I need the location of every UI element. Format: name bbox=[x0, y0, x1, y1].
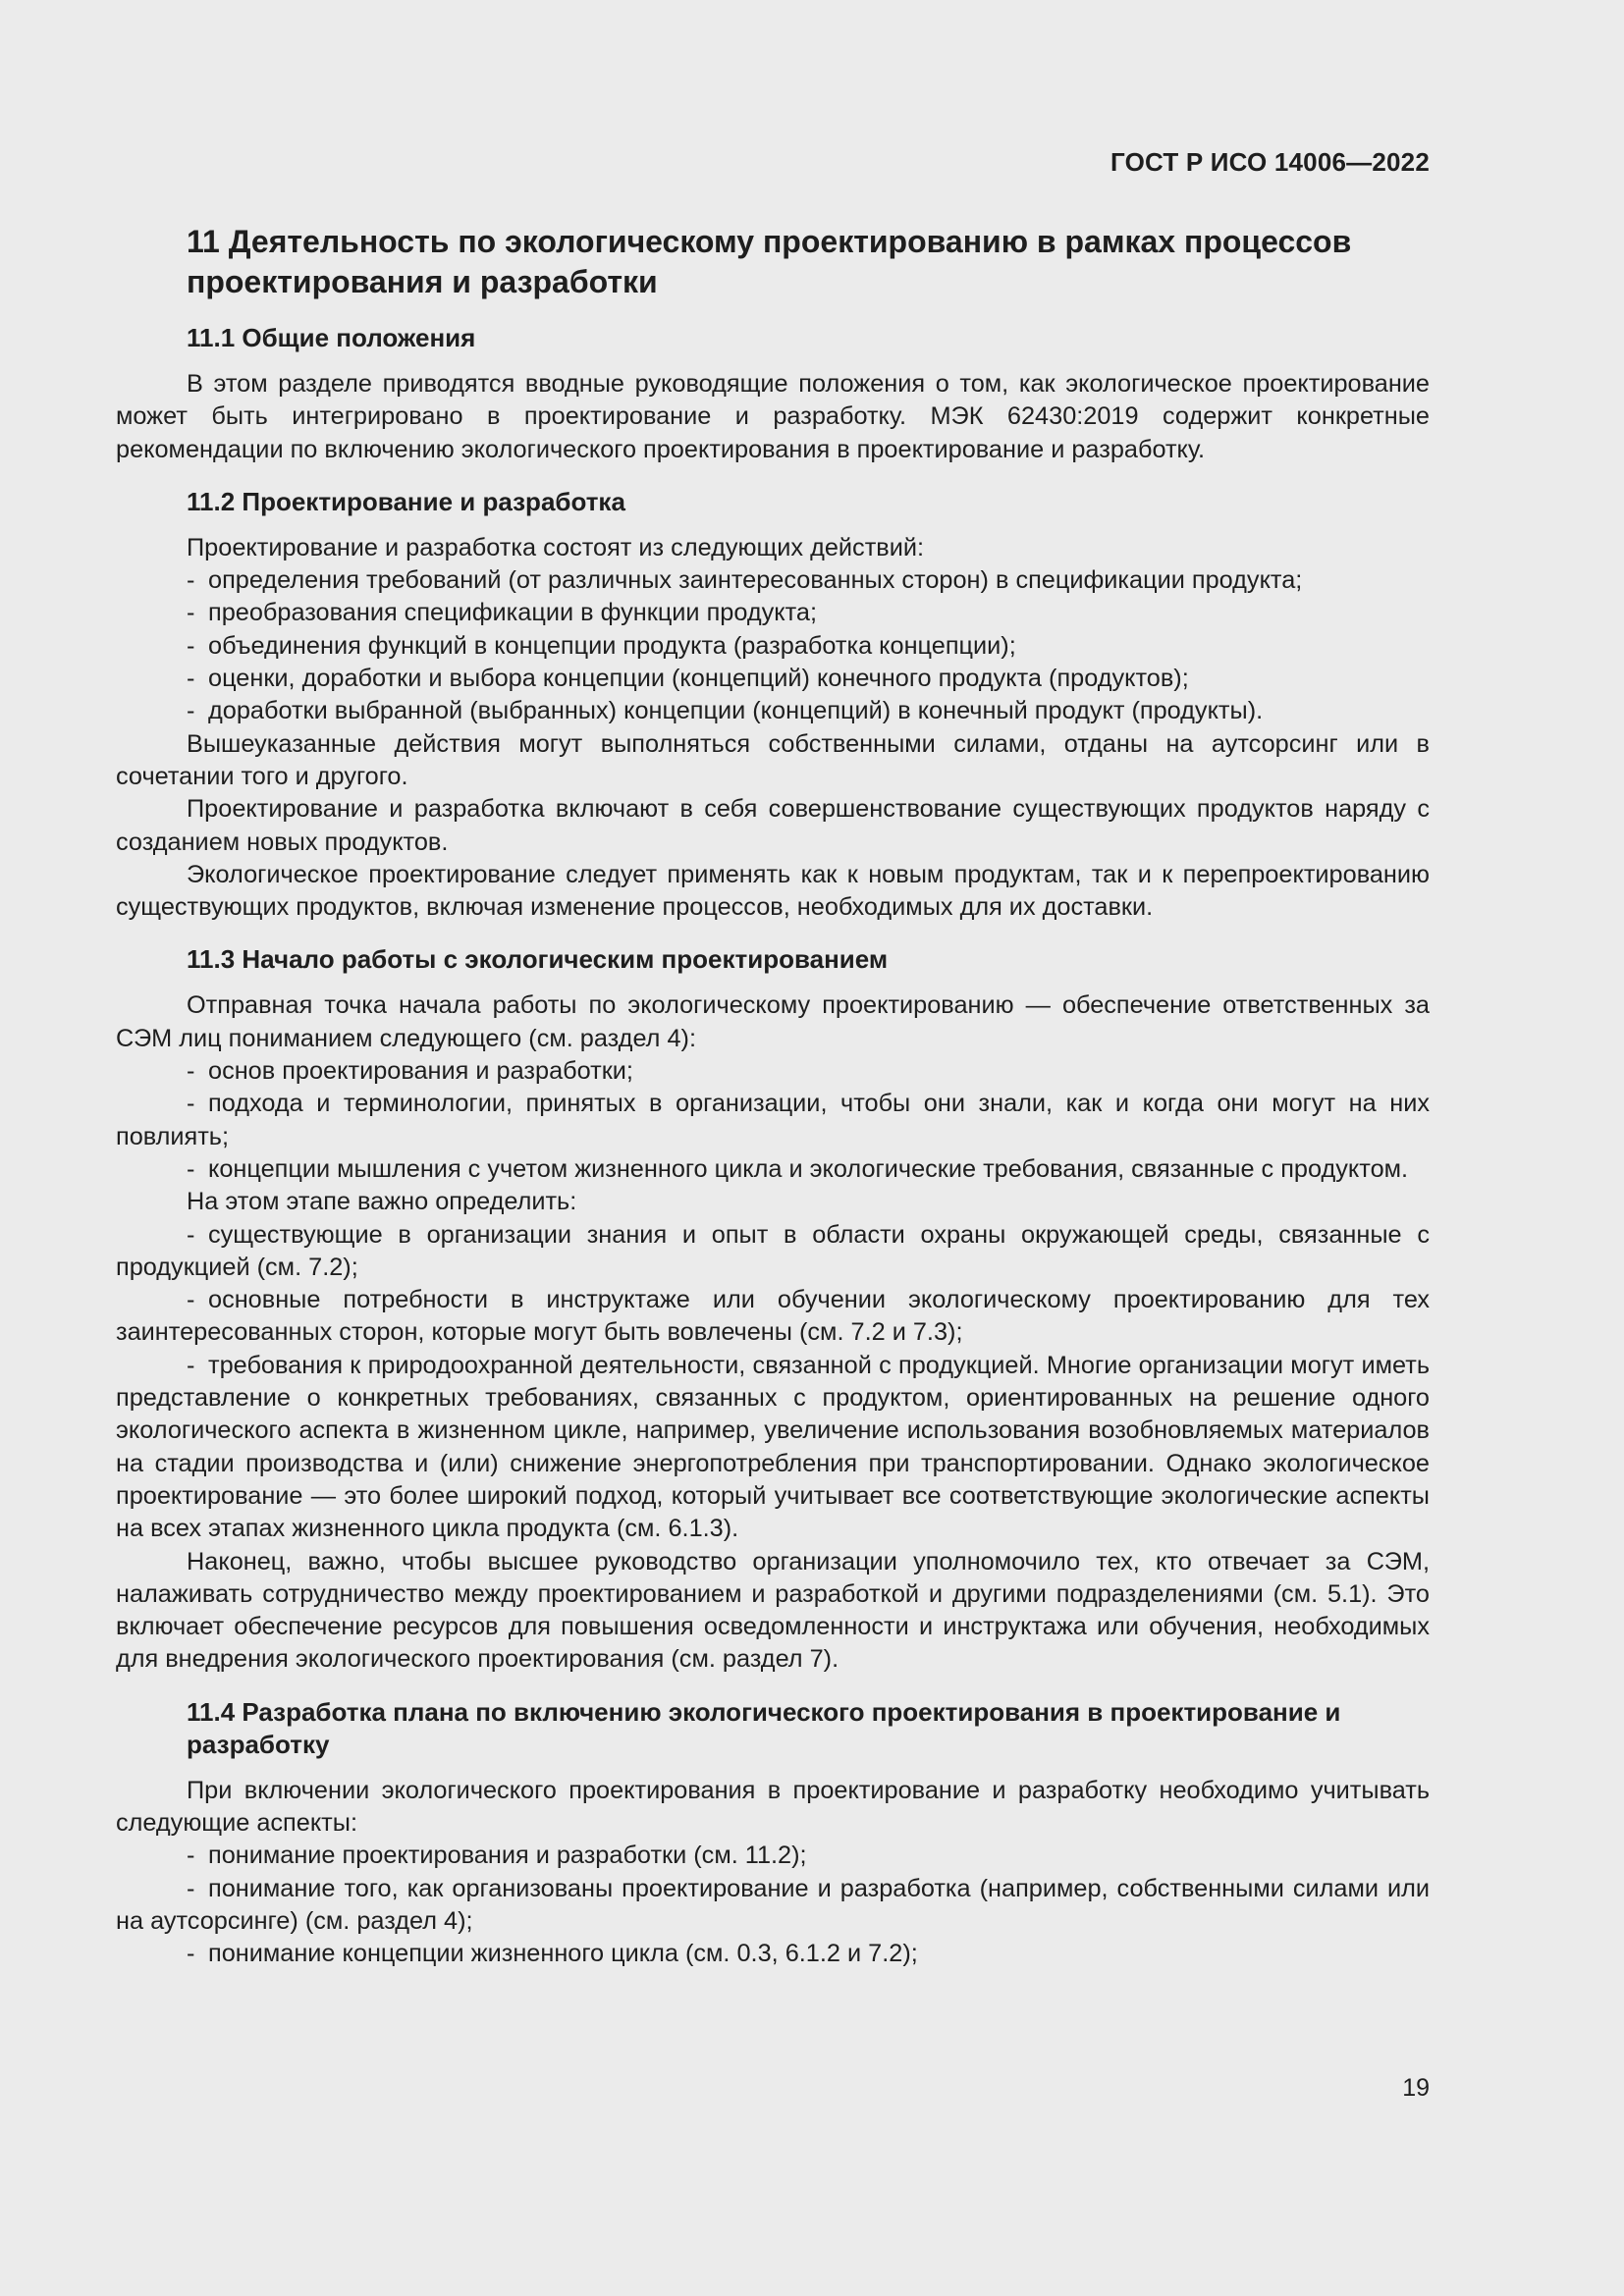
list-item bbox=[116, 1284, 1430, 1350]
list-item bbox=[116, 695, 1430, 727]
list-item bbox=[116, 1938, 1430, 1970]
section-title: 11 Деятельность по экологическому проектированию в рамках процессов проектирования и разработки bbox=[187, 224, 1352, 299]
list-dash: - bbox=[187, 1940, 195, 1968]
list-item-text: объединения функций в концепции продукта (разработка концепции); bbox=[208, 631, 1016, 660]
list-item-text: оценки, доработки и выбора концепции (концепций) конечного продукта (продуктов); bbox=[208, 665, 1189, 693]
standard-code-header: ГОСТ Р ИСО 14006—2022 bbox=[1110, 147, 1430, 177]
list-item-text: определения требований (от различных заинтересованных сторон) в спецификации продукта; bbox=[208, 566, 1303, 595]
list-item-text: понимание проектирования и разработки (см. 11.2); bbox=[208, 1842, 807, 1870]
paragraph: В этом разделе приводятся вводные руководящие положения о том, как экологическое проектирование может быть интегрировано в проектирование и разработку. МЭК 62430:2019 содержит конкретные рекомендации по включению экологического проектирования в проектирование и разработку. bbox=[116, 370, 1430, 463]
list-dash: - bbox=[187, 1351, 195, 1379]
paragraph: Отправная точка начала работы по экологическому проектированию — обеспечение ответственных за СЭМ лиц пониманием следующего (см. раздел 4): bbox=[116, 991, 1430, 1052]
list-dash: - bbox=[187, 599, 195, 627]
list-item-text: понимание того, как организованы проектирование и разработка (например, собственными силами или на аутсорсинге) (см. раздел 4); bbox=[116, 1874, 1430, 1935]
list-dash: - bbox=[187, 631, 195, 660]
list-item bbox=[116, 1840, 1430, 1872]
list-item-text: основ проектирования и разработки; bbox=[208, 1057, 633, 1086]
list-item-text: концепции мышления с учетом жизненного цикла и экологические требования, связанные с продуктом. bbox=[208, 1154, 1409, 1183]
list-item-text: требования к природоохранной деятельности, связанной с продукцией. Многие организации могут иметь представление о конкретных требованиях, связанных с продуктом, ориентированных на решение одного экологического аспекта в жизненном цикле, например, увеличение использования возобновляемых материалов на стадии производства и (или) снижение энергопотребления при транспортировании. Однако экологическое проектирование — это более широкий подход, который учитывает все соответствующие экологические аспекты на всех этапах жизненного цикла продукта (см. 6.1.3). bbox=[116, 1351, 1430, 1543]
list-item bbox=[116, 1088, 1430, 1153]
list-dash: - bbox=[187, 697, 195, 725]
list-item bbox=[116, 1873, 1430, 1939]
list-dash: - bbox=[187, 1220, 195, 1249]
document-page bbox=[116, 0, 1430, 2296]
page-content bbox=[116, 222, 1430, 1970]
subsection-title-11-1: 11.1 Общие положения bbox=[187, 323, 476, 352]
list-dash: - bbox=[187, 566, 195, 595]
subsection-title-11-3: 11.3 Начало работы с экологическим проектированием bbox=[187, 944, 889, 975]
subsection-body-11-1 bbox=[116, 368, 1430, 466]
list-dash: - bbox=[187, 1874, 195, 1902]
list-item bbox=[116, 1219, 1430, 1285]
subsection-title-11-2: 11.2 Проектирование и разработка bbox=[187, 486, 625, 516]
paragraph: Вышеуказанные действия могут выполняться собственными силами, отданы на аутсорсинг или в сочетании того и другого. bbox=[116, 729, 1430, 790]
list-dash: - bbox=[187, 1090, 195, 1118]
list-item-text: преобразования спецификации в функции продукта; bbox=[208, 599, 818, 627]
paragraph: Экологическое проектирование следует применять как к новым продуктам, так и к перепроектированию существующих продуктов, включая изменение процессов, необходимых для их доставки. bbox=[116, 860, 1430, 922]
subsection-body-11-3 bbox=[116, 989, 1430, 1676]
list-dash: - bbox=[187, 1154, 195, 1183]
subsection-title-11-4: 11.4 Разработка плана по включению экологического проектирования в проектирование и разработку bbox=[187, 1696, 1341, 1759]
list-dash: - bbox=[187, 1286, 195, 1314]
list-item bbox=[116, 597, 1430, 629]
list-dash: - bbox=[187, 1842, 195, 1870]
list-item bbox=[116, 1350, 1430, 1546]
list-item-text: подхода и терминологии, принятых в организации, чтобы они знали, как и когда они могут на них повлиять; bbox=[116, 1090, 1430, 1150]
list-dash: - bbox=[187, 1057, 195, 1086]
list-item-text: существующие в организации знания и опыт в области охраны окружающей среды, связанные с продукцией (см. 7.2); bbox=[116, 1220, 1430, 1281]
list-item-text: основные потребности в инструктаже или обучении экологическому проектированию для тех заинтересованных сторон, которые могут быть вовлечены (см. 7.2 и 7.3); bbox=[116, 1286, 1430, 1347]
paragraph: Проектирование и разработка включают в себя совершенствование существующих продуктов наряду с созданием новых продуктов. bbox=[116, 795, 1430, 856]
list-item bbox=[116, 1153, 1430, 1186]
list-item bbox=[116, 564, 1430, 597]
paragraph: Проектирование и разработка состоят из следующих действий: bbox=[187, 533, 925, 561]
subsection-body-11-4 bbox=[116, 1775, 1430, 1971]
paragraph: На этом этапе важно определить: bbox=[187, 1188, 577, 1216]
list-item bbox=[116, 663, 1430, 695]
paragraph: При включении экологического проектирования в проектирование и разработку необходимо учитывать следующие аспекты: bbox=[116, 1776, 1430, 1837]
list-item-text: понимание концепции жизненного цикла (см. 0.3, 6.1.2 и 7.2); bbox=[208, 1940, 918, 1968]
page-number: 19 bbox=[1402, 2074, 1430, 2102]
list-dash: - bbox=[187, 665, 195, 693]
paragraph: Наконец, важно, чтобы высшее руководство организации уполномочило тех, кто отвечает за СЭМ, налаживать сотрудничество между проектированием и разработкой и другими подразделениями (см. 5.1). Это включает обеспечение ресурсов для повышения осведомленности и инструктажа или обучения, необходимых для внедрения экологического проектирования (см. раздел 7). bbox=[116, 1547, 1430, 1674]
list-item bbox=[116, 1055, 1430, 1088]
subsection-body-11-2 bbox=[116, 532, 1430, 925]
list-item bbox=[116, 630, 1430, 663]
list-item-text: доработки выбранной (выбранных) концепции (концепций) в конечный продукт (продукты). bbox=[208, 697, 1264, 725]
